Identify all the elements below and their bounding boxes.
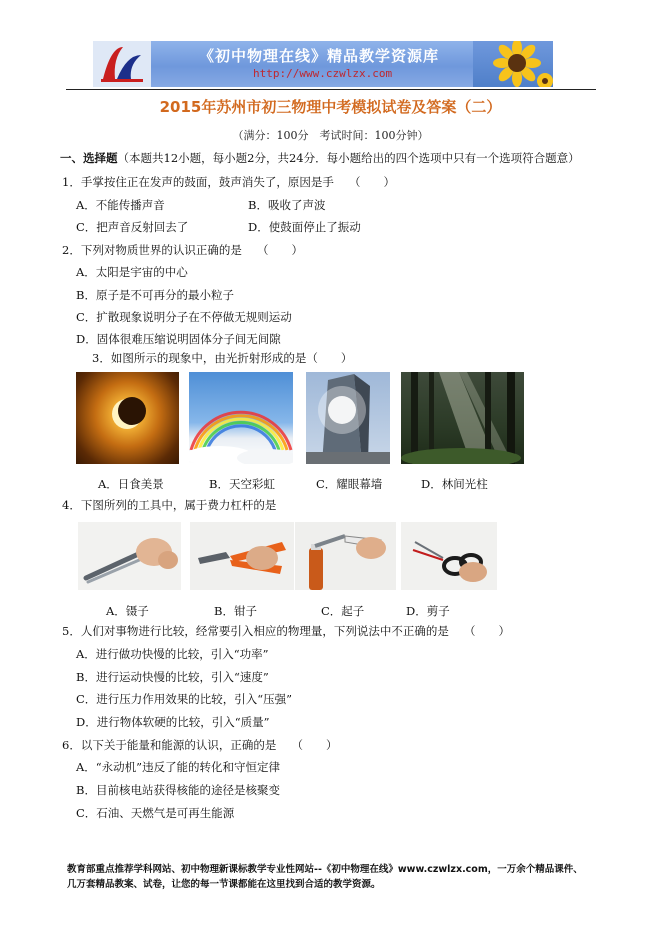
question-4-option-d: D．剪子 [406,604,450,618]
pliers-photo [190,522,294,590]
question-1-option-a: A．不能传播声音 [76,198,165,212]
question-3-option-b: B．天空彩虹 [209,477,275,491]
document-title: 2015年苏州市初三物理中考模拟试卷及答案（二） [159,98,502,116]
footer-line-1: 教育部重点推荐学科网站、初中物理新课标教学专业性网站--《初中物理在线》www.czwlzx.com，一万余个精品课件、 [67,864,583,875]
site-logo [93,41,151,87]
question-3-option-a: A．日食美景 [98,477,164,491]
question-2-option-c: C．扩散现象说明分子在不停做无规则运动 [76,310,292,324]
banner-url[interactable]: http://www.czwlzx.com [253,67,393,80]
question-6-option-b: B．目前核电站获得核能的途径是核聚变 [76,783,280,797]
question-4-option-c: C．起子 [321,604,365,618]
question-2-option-b: B．原子是不可再分的最小粒子 [76,288,234,302]
question-2-stem: 2．下列对物质世界的认识正确的是 （ ） [62,243,303,257]
site-banner [93,41,553,87]
question-5-option-b: B．进行运动快慢的比较，引入“速度” [76,670,269,684]
question-5-stem: 5．人们对事物进行比较，经常要引入相应的物理量，下列说法中不正确的是 （ ） [62,624,510,638]
question-5-option-c: C．进行压力作用效果的比较，引入“压强” [76,692,293,706]
question-3-option-c: C．耀眼幕墙 [316,477,383,491]
page-footer [67,862,597,892]
question-1-option-b: B．吸收了声波 [248,198,326,212]
question-6-option-c: C．石油、天燃气是可再生能源 [76,806,235,820]
question-3-stem: 3．如图所示的现象中，由光折射形成的是（ ） [92,351,353,365]
question-6-option-a: A．“永动机”违反了能的转化和守恒定律 [76,760,281,774]
sunflower-image [473,41,553,87]
bottle-opener-photo [295,522,396,590]
question-4-option-b: B．钳子 [214,604,257,618]
scissors-photo [401,522,497,590]
question-3-option-d: D．林间光柱 [421,477,488,491]
section-instructions: （本题共12小题，每小题2分，共24分．每小题给出的四个选项中只有一个选项符合题意） [117,151,580,165]
question-2-option-d: D．固体很难压缩说明固体分子间无间隙 [76,332,281,346]
question-1-stem: 1．手掌按住正在发声的鼓面，鼓声消失了，原因是手 （ ） [62,175,395,189]
question-5-option-d: D．进行物体软硬的比较，引入“质量” [76,715,270,729]
exam-info: （满分：100分 考试时间：100分钟） [232,129,429,142]
header-divider [66,89,596,90]
tweezers-photo [78,522,181,590]
banner-title: 《初中物理在线》精品教学资源库 [198,47,439,65]
rainbow-photo [189,372,293,464]
solar-eclipse-photo [76,372,179,464]
question-4-option-a: A．镊子 [106,604,149,618]
question-5-option-a: A．进行做功快慢的比较，引入“功率” [76,647,269,661]
section-label: 一、选择题 [60,151,118,165]
question-1-option-c: C．把声音反射回去了 [76,220,189,234]
forest-light-beams-photo [401,372,524,464]
section-heading [60,150,580,166]
question-2-option-a: A．太阳是宇宙的中心 [76,265,188,279]
question-6-stem: 6．以下关于能量和能源的认识，正确的是 （ ） [62,738,338,752]
question-1-option-d: D．使鼓面停止了振动 [248,220,361,234]
question-4-stem: 4．下图所列的工具中，属于费力杠杆的是 [62,498,277,512]
footer-line-2: 几万套精品教案、试卷，让您的每一节课都能在这里找到合适的教学资源。 [67,879,381,890]
glass-curtain-wall-photo [306,372,390,464]
